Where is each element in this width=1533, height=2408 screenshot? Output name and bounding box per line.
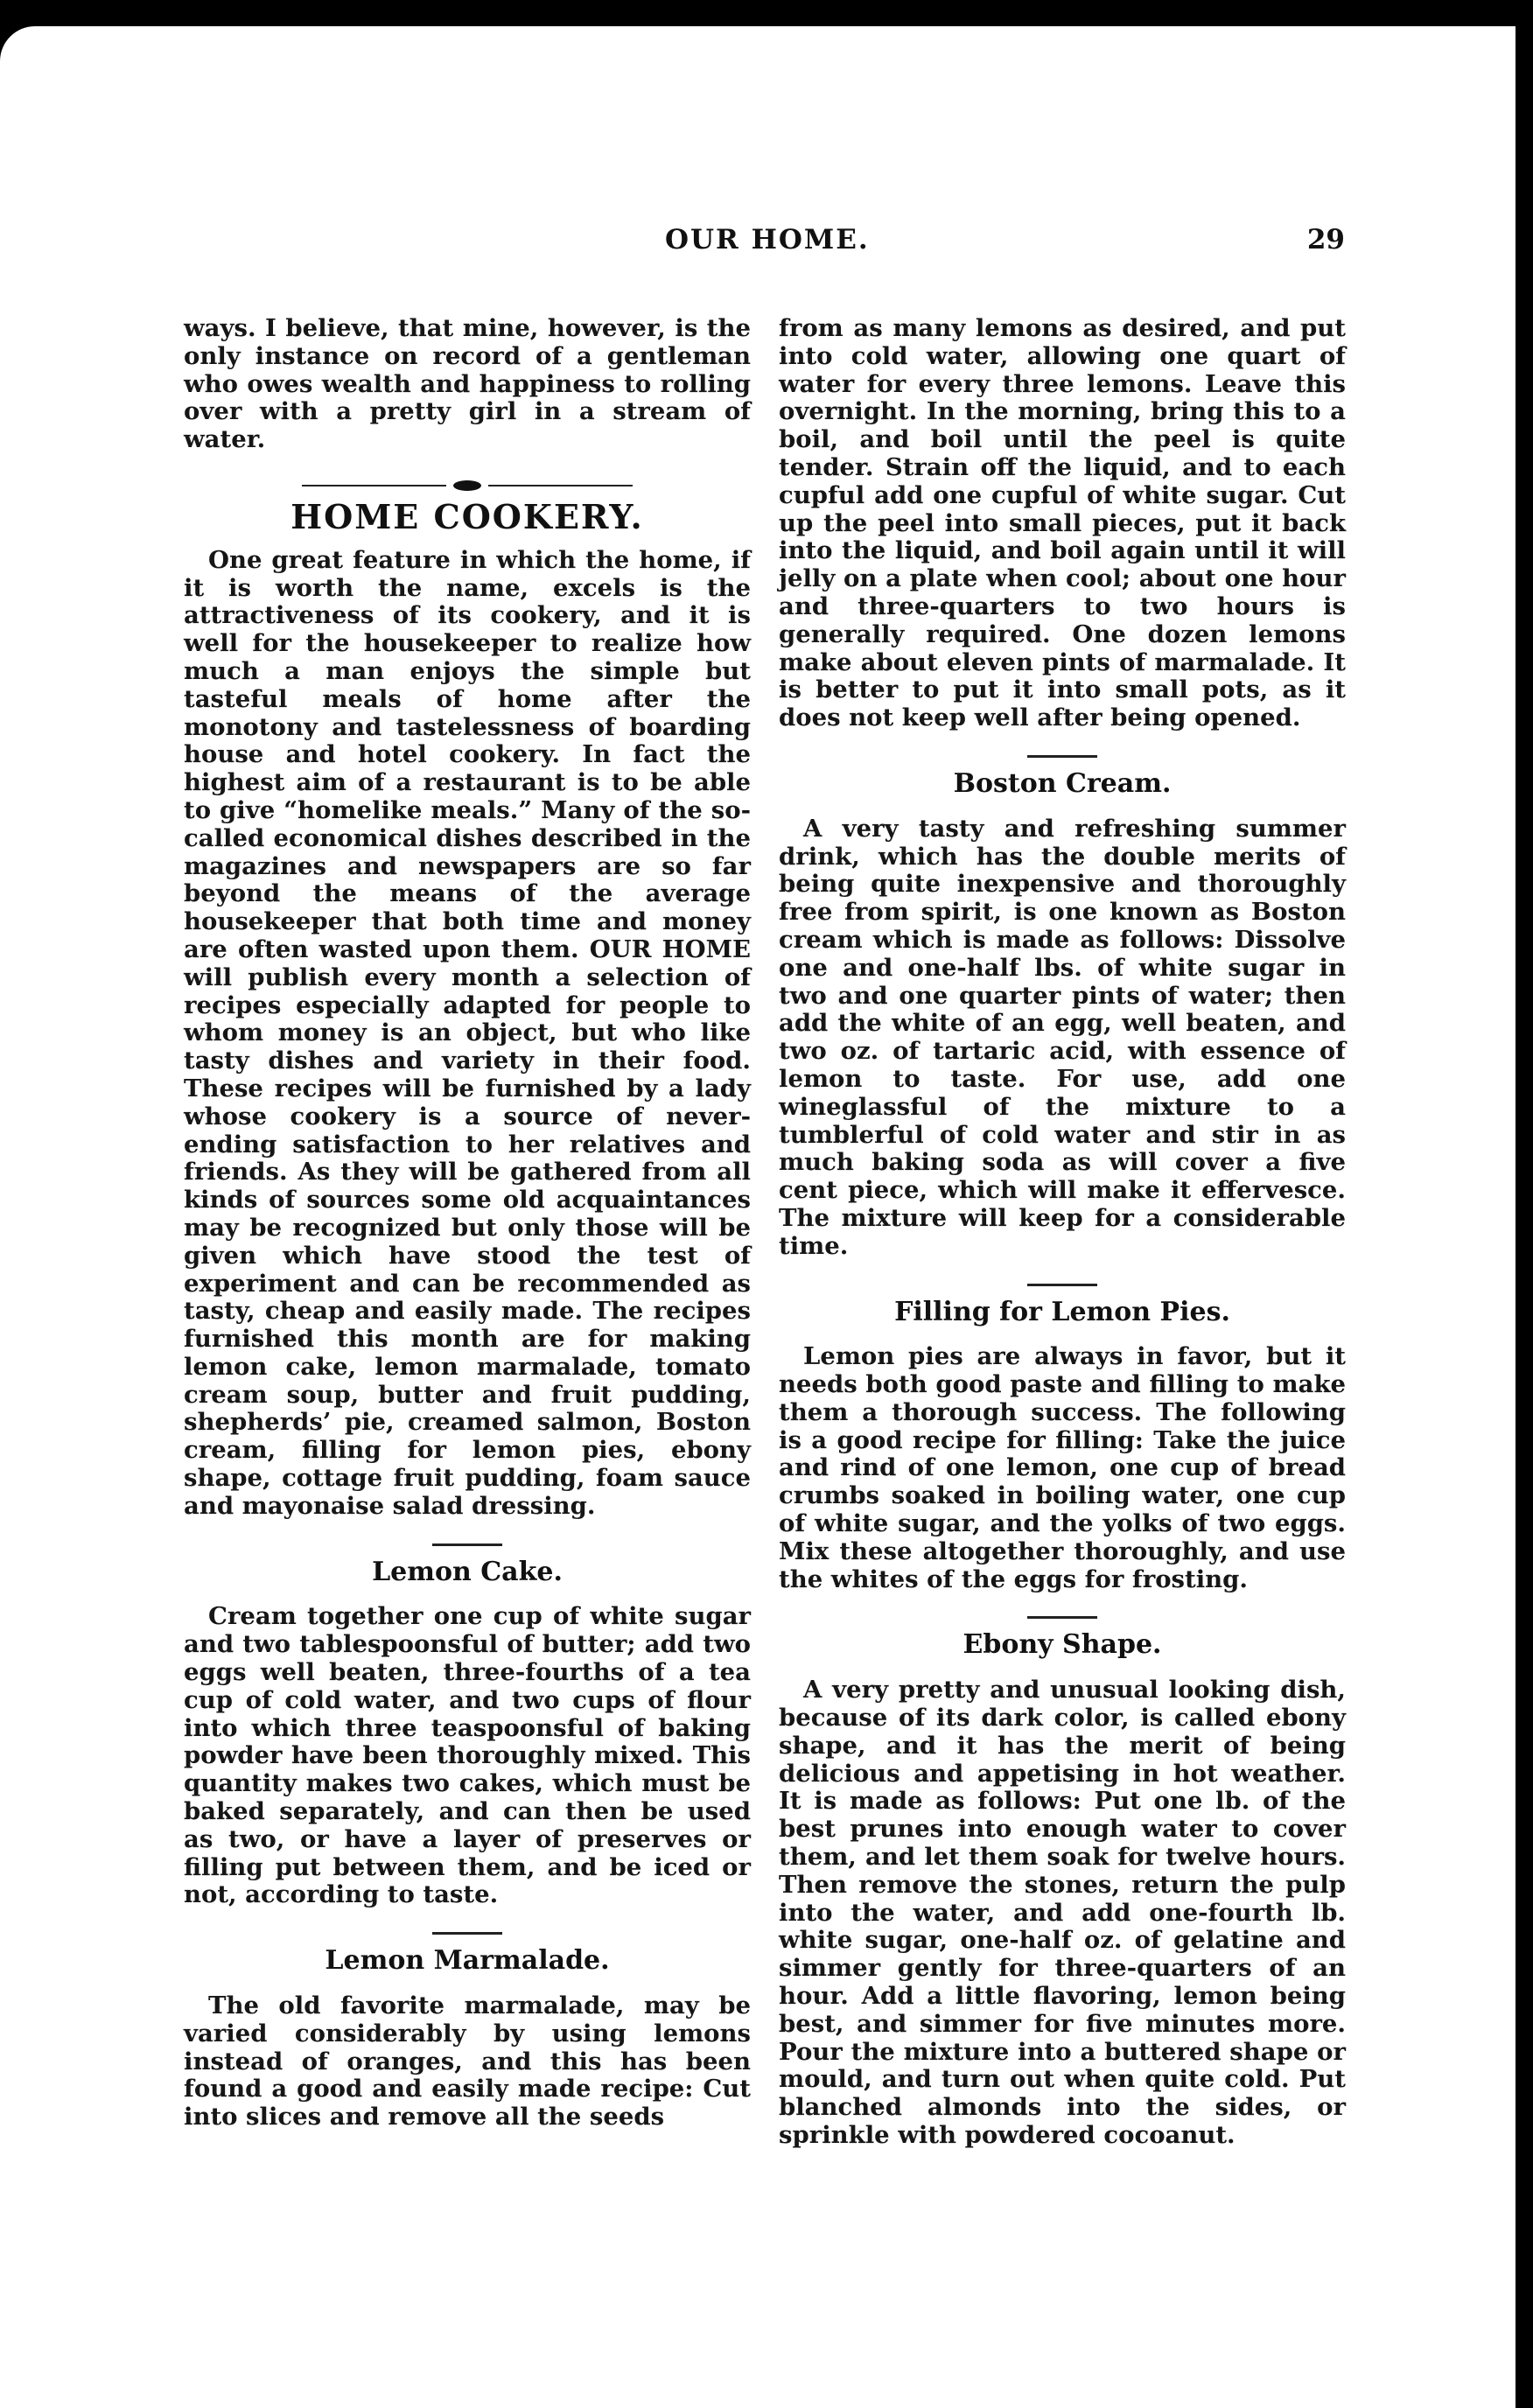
section-rule [432,1544,502,1546]
section-rule [1027,755,1097,758]
recipe-ebony-shape: A very pretty and unusual looking dish, because of its dark color, is called ebony shape, and it has the merit of being delicious and appetising in hot weather. It is made as follows: Put one lb. of the best prunes into enough water to cover them, and let them soak for twelve hours. Then remove the stones, return the pulp into the water, and add one-fourth lb. white sugar, one-half oz. of gelatine and simmer gently for three-quarters of an hour. Add a little flavoring, lemon being best, and simmer for five minutes more. Pour the mixture into a buttered shape or mould, and turn out when quite cold. Put blanched almonds into the sides, or sprinkle with powdered cocoanut. [779,1676,1346,2150]
recipe-lemon-pies: Lemon pies are always in favor, but it needs both good paste and filling to make them a thorough success. The following is a good recipe for filling: Take the juice and rind of one lemon, one cup of bread crumbs soaked in boiling water, one cup of white sugar, and the yolks of two eggs. Mix these altogether thoroughly, and use the whites of the eggs for frosting. [779,1342,1346,1593]
left-column [184,315,751,2132]
divider-ornament-icon [453,480,481,491]
section-title-lemon-pies: Filling for Lemon Pies. [894,1296,1230,1327]
article-title: HOME COOKERY. [290,496,644,536]
recipe-lemon-cake: Cream together one cup of white sugar and two tablespoonsful of butter; add two eggs well beaten, three-fourths of a tea cup of cold water, and two cups of flour into which three teaspoonsful of baking powder have been thoroughly mixed. This quantity makes two cakes, which must be baked separately, and can then be used as two, or have a layer of preserves or filling put between them, and be iced or not, according to taste. [184,1602,751,1909]
article-intro: One great feature in which the home, if it is worth the name, excels is the attractiveness of its cookery, and it is well for the housekeeper to realize how much a man enjoys the simple but tasteful meals of home after the monotony and tastelessness of boarding house and hotel cookery. In fact the highest aim of a restaurant is to be able to give “homelike meals.” Many of the so-called economical dishes described in the magazines and newspapers are so far beyond the means of the average housekeeper that both time and money are often wasted upon them. OUR HOME will publish every month a selection of recipes especially adapted for people to whom money is an object, but who like tasty dishes and variety in their food. These recipes will be furnished by a lady whose cookery is a source of never-ending satisfaction to her relatives and friends. As they will be gathered from all kinds of sources some old acquaintances may be recognized but only those will be given which have stood the test of experiment and can be recommended as tasty, cheap and easily made. The recipes furnished this month are for making lemon cake, lemon marmalade, tomato cream soup, butter and fruit pudding, shepherds’ pie, creamed salmon, Boston cream, filling for lemon pies, ebony shape, cottage fruit pudding, foam sauce and mayonaise salad dressing. [184,545,751,1520]
page-header [0,224,1516,268]
ornamental-divider [184,480,751,491]
recipe-lemon-marmalade-continued: from as many lemons as desired, and put into cold water, allowing one quart of water for every three lemons. Leave this overnight. In the morning, bring this to a boil, and boil until the peel is quite tender. Strain off the liquid, and to each cupful add one cupful of white sugar. Cut up the peel into small pieces, put it back into the liquid, and boil again until it will jelly on a plate when cool; about one hour and three-quarters to two hours is generally required. One dozen lemons make about eleven pints of marmalade. It is better to put it into small pots, as it does not keep well after being opened. [779,314,1346,732]
section-rule [432,1932,502,1935]
recipe-lemon-marmalade: The old favorite marmalade, may be varied considerably by using lemons instead of oranges, and this has been found a good and easily made recipe: Cut into slices and remove all the seeds [184,1992,751,2132]
recipe-boston-cream: A very tasty and refreshing summer drink, which has the double merits of being quite inexpensive and thoroughly free from spirit, is one known as Boston cream which is made as follows: Dissolve one and one-half lbs. of white sugar in two and one quarter pints of water; then add the white of an egg, well beaten, and two oz. of tartaric acid, with essence of lemon to taste. For use, add one wineglassful of the mixture to a tumblerful of cold water and stir in as much baking soda as will cover a five cent piece, which will make it effervesce. The mixture will keep for a considerable time. [779,814,1346,1260]
section-rule [1027,1616,1097,1619]
divider-line [302,485,446,486]
section-title-boston-cream: Boston Cream. [953,767,1172,799]
right-column [779,315,1346,2150]
page-number: 29 [1306,224,1345,256]
section-title-ebony-shape: Ebony Shape. [962,1629,1162,1661]
section-rule [1027,1284,1097,1286]
section-title-lemon-cake: Lemon Cake. [372,1556,563,1587]
page [0,26,1516,2408]
continued-paragraph: ways. I believe, that mine, however, is the only instance on record of a gentleman who owes wealth and happiness to rolling over with a pretty girl in a stream of water. [184,314,751,454]
running-head: OUR HOME. [665,224,870,256]
divider-line [488,485,633,486]
section-title-lemon-marmalade: Lemon Marmalade. [325,1945,610,1977]
